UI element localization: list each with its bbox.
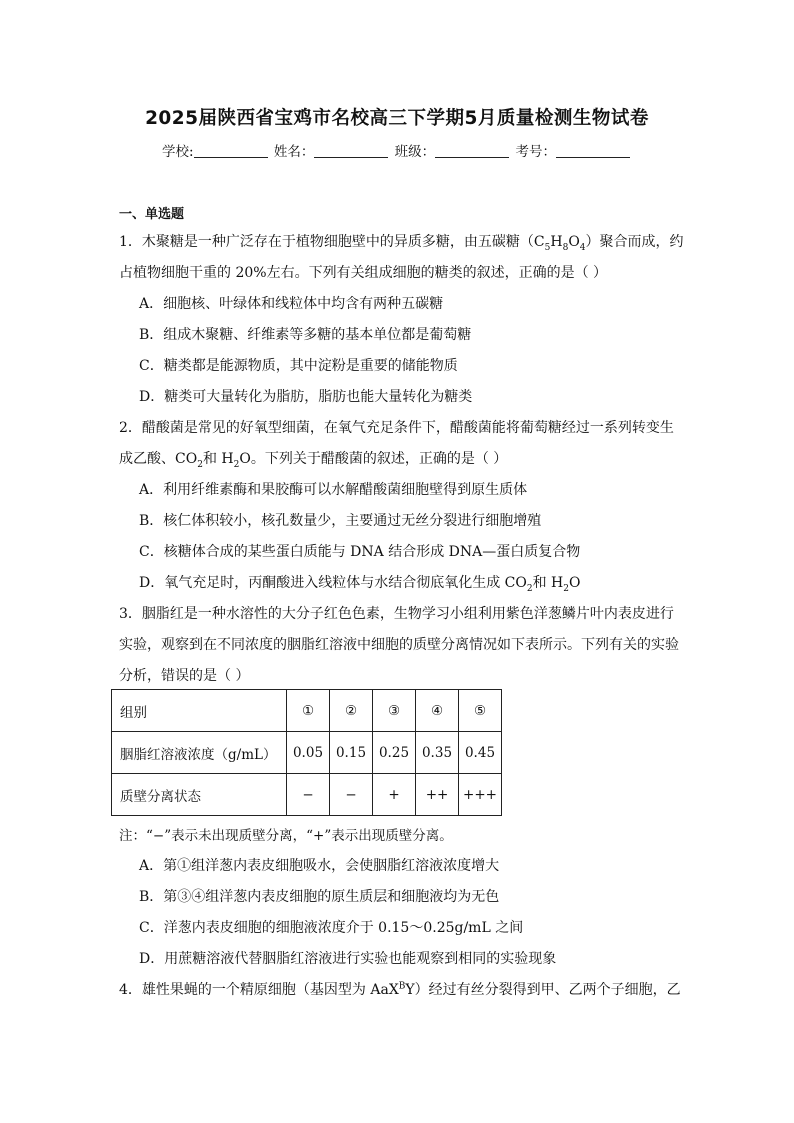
exam-no-blank[interactable]: [556, 143, 630, 158]
question-3-option-b[interactable]: B．第③④组洋葱内表皮细胞的原生质层和细胞液均为无色: [139, 889, 500, 905]
section-heading: 一、单选题: [119, 207, 185, 222]
table-row: [112, 690, 502, 732]
question-1-option-d[interactable]: D．糖类可大量转化为脂肪，脂肪也能大量转化为糖类: [139, 389, 473, 405]
question-3-line-2: 实验，观察到在不同浓度的胭脂红溶液中细胞的质壁分离情况如下表所示。下列有关的实验: [119, 637, 679, 653]
table-cell: ②: [330, 690, 373, 732]
question-3-line-1: 3．胭脂红是一种水溶性的大分子红色色素，生物学习小组利用紫色洋葱鳞片叶内表皮进行: [119, 606, 674, 622]
question-2-line-1: 2．醋酸菌是常见的好氧型细菌，在氧气充足条件下，醋酸菌能将葡萄糖经过一系列转变生: [119, 420, 674, 436]
table-row: [112, 732, 502, 774]
table-cell: ①: [287, 690, 330, 732]
table-cell: ④: [416, 690, 459, 732]
question-3-option-c[interactable]: C．洋葱内表皮细胞的细胞液浓度介于 0.15～0.25g/mL 之间: [139, 920, 524, 936]
question-2-option-c[interactable]: C．核糖体合成的某些蛋白质能与 DNA 结合形成 DNA—蛋白质复合物: [139, 544, 581, 560]
table-cell: 0.45: [459, 732, 502, 774]
name-label: 姓名：: [273, 144, 315, 160]
table-note: 注：“−”表示未出现质壁分离，“+”表示出现质壁分离。: [119, 828, 453, 844]
table-cell: ③: [373, 690, 416, 732]
table-cell: 胭脂红溶液浓度（g/mL）: [112, 732, 287, 774]
table-cell: +++: [459, 774, 502, 816]
question-1-option-a[interactable]: A．细胞核、叶绿体和线粒体中均含有两种五碳糖: [139, 296, 444, 312]
question-1-option-b[interactable]: B．组成木聚糖、纤维素等多糖的基本单位都是葡萄糖: [139, 327, 472, 343]
table-cell: 0.15: [330, 732, 373, 774]
question-3-option-a[interactable]: A．第①组洋葱内表皮细胞吸水，会使胭脂红溶液浓度增大: [139, 858, 500, 874]
name-blank[interactable]: [314, 143, 388, 158]
student-info-row: [0, 140, 794, 160]
table-cell: +: [373, 774, 416, 816]
table-cell: 组别: [112, 690, 287, 732]
question-1-line-2: 占植物细胞干重的 20%左右。下列有关组成细胞的糖类的叙述，正确的是（ ）: [119, 265, 608, 281]
question-2-line-2: 成乙酸、$CO_2$和 $H_2O$。下列关于醋酸菌的叙述，正确的是（ ）: [119, 451, 508, 470]
question-2-option-d[interactable]: D．氧气充足时，丙酮酸进入线粒体与水结合彻底氧化生成 $CO_2$和 $H_2O$: [139, 575, 581, 594]
table-cell: 质壁分离状态: [112, 774, 287, 816]
class-label: 班级：: [394, 144, 436, 160]
question-3-line-3: 分析，错误的是（ ）: [119, 668, 250, 684]
table-row: [112, 774, 502, 816]
page-title: 2025届陕西省宝鸡市名校高三下学期5月质量检测生物试卷: [145, 108, 649, 129]
exam-no-label: 考号：: [515, 144, 556, 160]
table-cell: 0.05: [287, 732, 330, 774]
school-label: 学校:: [162, 144, 194, 160]
question-1-option-c[interactable]: C．糖类都是能源物质，其中淀粉是重要的储能物质: [139, 358, 458, 374]
table-cell: ++: [416, 774, 459, 816]
question-4-line-1: 4．雄性果蝇的一个精原细胞（基因型为 AaX$^B$Y）经过有丝分裂得到甲、乙两个子细胞，乙: [119, 981, 681, 998]
table-cell: ⑤: [459, 690, 502, 732]
concentration-table: [111, 689, 502, 816]
class-blank[interactable]: [435, 143, 509, 158]
table-cell: −: [287, 774, 330, 816]
question-1-line-1: 1．木聚糖是一种广泛存在于植物细胞壁中的异质多糖，由五碳糖$(C_5H_8O_4)$聚合而成，约: [119, 234, 684, 253]
table-cell: 0.25: [373, 732, 416, 774]
school-blank[interactable]: [194, 143, 268, 158]
table-cell: −: [330, 774, 373, 816]
question-3-option-d[interactable]: D．用蔗糖溶液代替胭脂红溶液进行实验也能观察到相同的实验现象: [139, 951, 557, 967]
question-2-option-a[interactable]: A．利用纤维素酶和果胶酶可以水解醋酸菌细胞壁得到原生质体: [139, 482, 528, 498]
question-2-option-b[interactable]: B．核仁体积较小，核孔数量少，主要通过无丝分裂进行细胞增殖: [139, 513, 542, 529]
table-cell: 0.35: [416, 732, 459, 774]
